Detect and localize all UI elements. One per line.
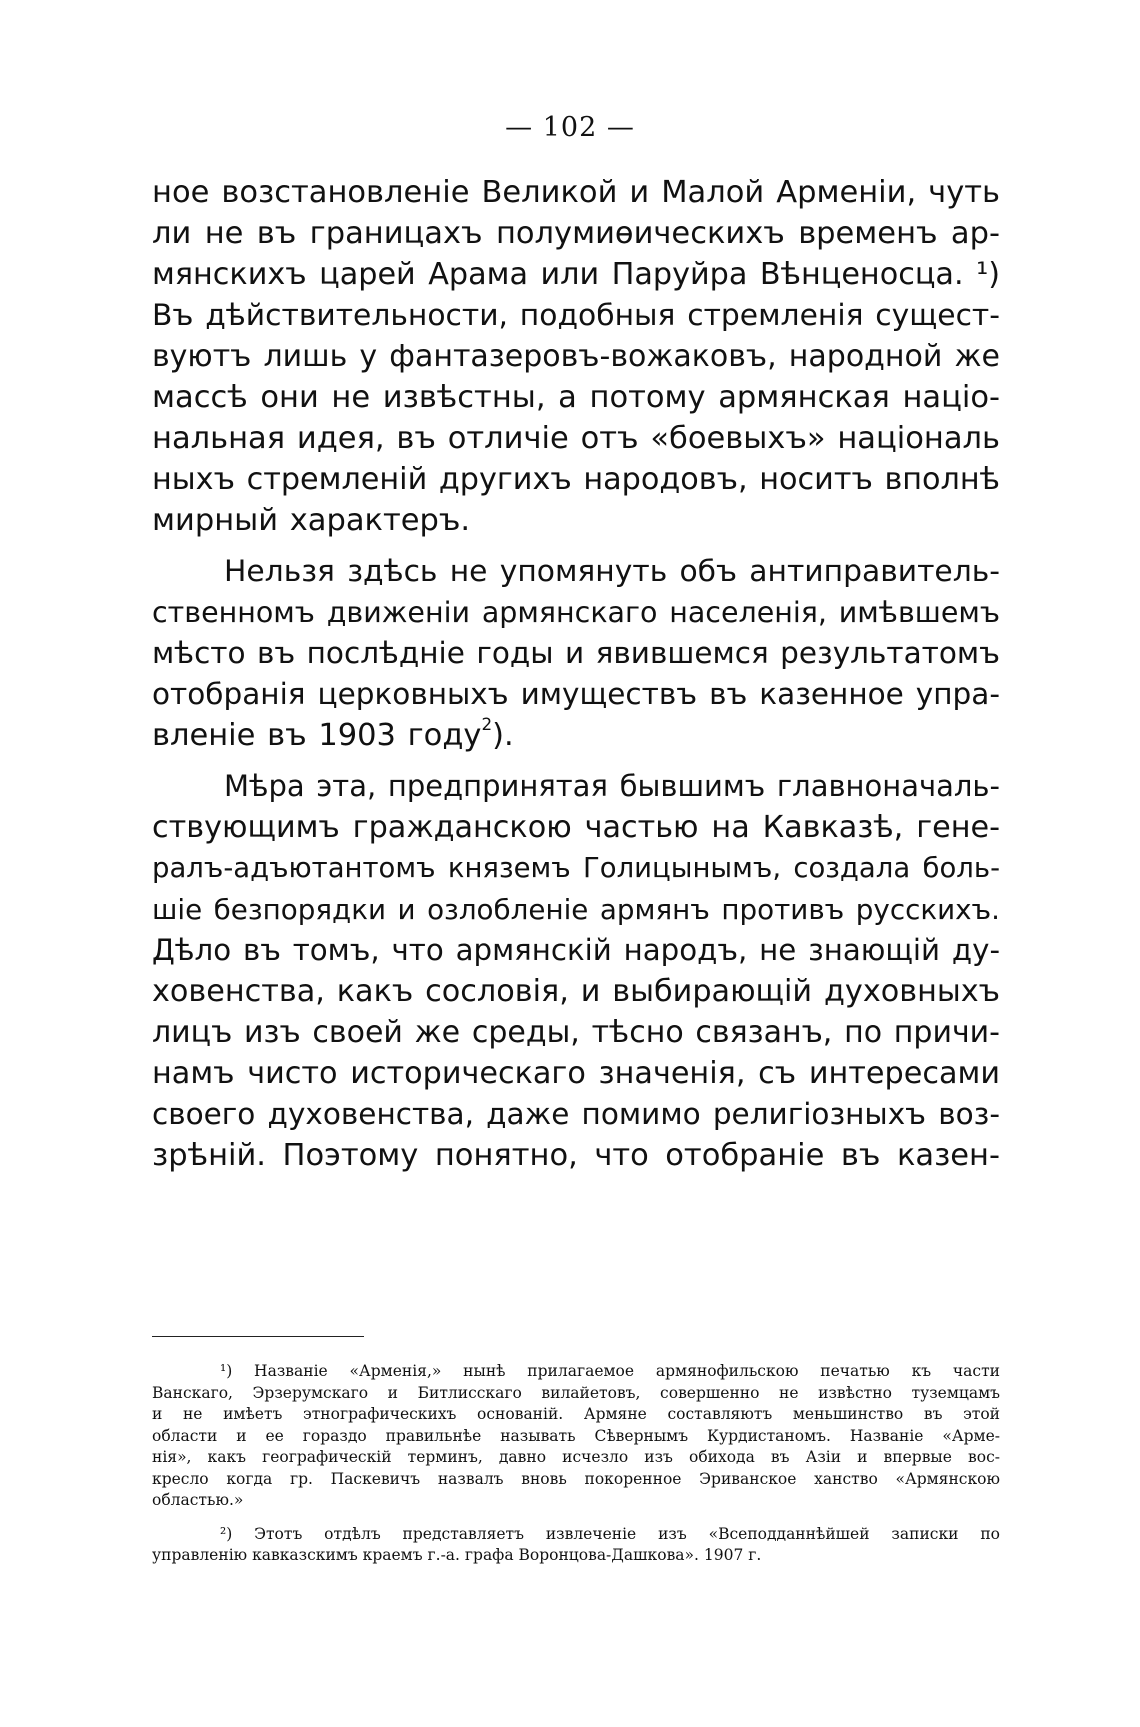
text-line: вуютъ лишь у фантазеровъ-вожаковъ, народной же [152, 339, 1000, 374]
footnote-divider [152, 1336, 364, 1337]
text-line [152, 715, 1000, 756]
footnote-line: Ванскаго, Эрзерумскаго и Битлисскаго вилайетовъ, совершенно не извѣстно туземцамъ [152, 1383, 1000, 1402]
text-line: нальная идея, въ отличіе отъ «боевыхъ» національ [152, 421, 1000, 456]
footnote-ref: 2 [481, 713, 493, 734]
text-line: своего духовенства, даже помимо религіозныхъ воз- [152, 1097, 1000, 1131]
text-line: мирный характеръ. [152, 503, 471, 538]
text-line: намъ чисто историческаго значенія, съ интересами [152, 1056, 1000, 1091]
text-line: ственномъ движеніи армянскаго населенія, имѣвшемъ [152, 596, 1000, 629]
text-line: ховенства, какъ сословія, и выбирающій духовныхъ [152, 974, 1000, 1009]
footnote-line: нія», какъ географическій терминъ, давно исчезло изъ обихода въ Азіи и впервые вос- [152, 1448, 1000, 1466]
text-line: ствующимъ гражданскою частью на Кавказѣ, гене- [152, 810, 1000, 845]
text-line: зрѣній. Поэтому понятно, что отобраніе въ казен- [152, 1138, 1000, 1173]
footnote-line: кресло когда гр. Паскевичъ назвалъ вновь покоренное Эриванское ханство «Армянскою [152, 1469, 1000, 1488]
text-line: мѣсто въ послѣдніе годы и явившемся результатомъ [152, 636, 1000, 670]
text-line: отобранія церковныхъ имуществъ въ казенное упра- [152, 677, 1000, 711]
text-line: ралъ-адъютантомъ княземъ Голицынымъ, создала боль- [152, 852, 1000, 884]
footnote-line: области и ее гораздо правильнѣе называть Сѣвернымъ Курдистаномъ. Названіе «Арме- [152, 1426, 1000, 1445]
text-line: лицъ изъ своей же среды, тѣсно связанъ, по причи- [152, 1015, 1000, 1050]
text-line: Дѣло въ томъ, что армянскій народъ, не знающій ду- [152, 933, 1000, 967]
text-line: мянскихъ царей Арама или Паруйра Вѣнценосца. ¹) [152, 257, 1000, 292]
main-text [152, 172, 1000, 1176]
text-line: Мѣра эта, предпринятая бывшимъ главноначаль- [224, 769, 1000, 803]
text-line: ли не въ границахъ полумиѳическихъ временъ ар- [152, 216, 1000, 251]
text-line: Въ дѣйствительности, подобныя стремленія сущест- [152, 298, 1000, 333]
text-fragment: вленіе въ 1903 году [152, 718, 482, 753]
footnotes [152, 1361, 1000, 1567]
text-fragment: ). [492, 718, 514, 753]
text-line: шіе безпорядки и озлобленіе армянъ противъ русскихъ. [152, 893, 1000, 926]
footnote-line: областью.» [152, 1491, 244, 1509]
text-line: Нельзя здѣсь не упомянуть объ антиправитель- [224, 554, 1000, 589]
footnote-line: и не имѣетъ этнографическихъ основаній. Армяне составляютъ меньшинство въ этой [152, 1405, 1000, 1423]
footnote-line: ²) Этотъ отдѣлъ представляетъ извлеченіе изъ «Всеподданнѣйшей записки по [220, 1524, 1000, 1543]
page-number: — 102 — [505, 112, 635, 143]
text-line: ное возстановленіе Великой и Малой Арменіи, чуть [152, 175, 1000, 210]
footnote-line: ¹) Названіе «Арменія,» нынѣ прилагаемое армянофильскою печатью къ части [220, 1362, 1000, 1380]
text-line: ныхъ стремленій другихъ народовъ, носитъ вполнѣ [152, 462, 1000, 497]
text-line: массѣ они не извѣстны, а потому армянская націо- [152, 380, 1000, 415]
footnote-line: управленію кавказскимъ краемъ г.-а. графа Воронцова-Дашкова». 1907 г. [152, 1546, 762, 1564]
